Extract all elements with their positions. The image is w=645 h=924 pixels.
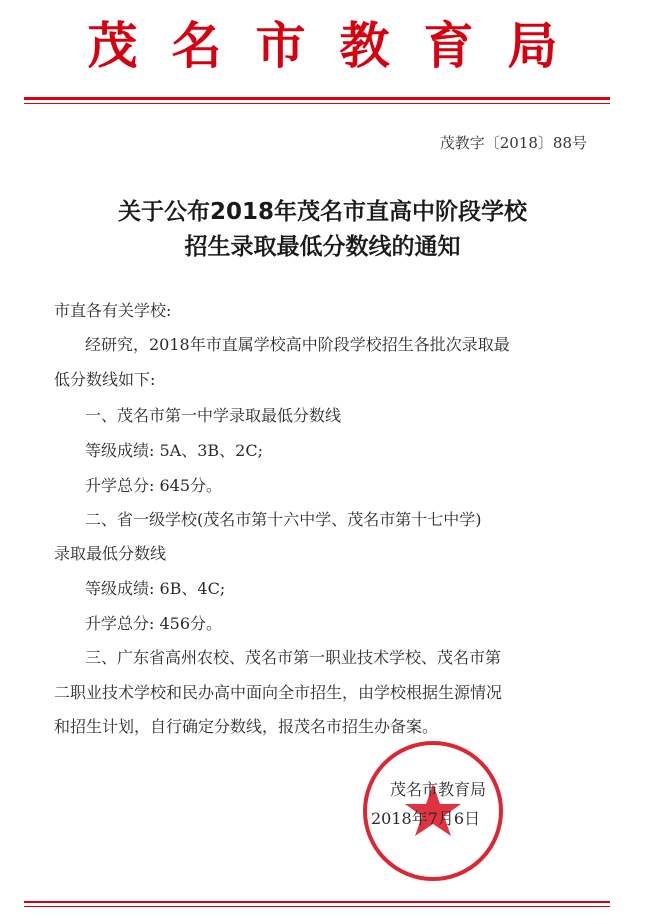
footer-rule (24, 901, 610, 903)
signature-date: 2018年7月6日 (371, 809, 481, 828)
intro-line1: 经研究，2018年市直属学校高中阶段学校招生各批次录取最 (85, 335, 510, 354)
item2-heading-line1: 二、省一级学校(茂名市第十六中学、茂名市第十七中学) (85, 510, 482, 529)
item2-grade: 等级成绩: 6B、4C; (85, 579, 226, 598)
item3-line1: 三、广东省高州农校、茂名市第一职业技术学校、茂名市第 (85, 648, 502, 667)
footer-rule-thin (24, 906, 610, 907)
item1-heading: 一、茂名市第一中学录取最低分数线 (85, 406, 342, 425)
salutation: 市直各有关学校: (54, 301, 172, 320)
document-number: 茂教字〔2018〕88号 (439, 134, 587, 152)
item3-line2: 二职业技术学校和民办高中面向全市招生，由学校根据生源情况 (54, 683, 503, 702)
item1-grade: 等级成绩: 5A、3B、2C; (85, 441, 263, 460)
item1-total: 升学总分: 645分。 (85, 476, 223, 495)
letterhead-rule (24, 97, 610, 100)
document-title-line2: 招生录取最低分数线的通知 (184, 234, 461, 260)
issuer-letterhead: 茂名市教育局 (87, 17, 592, 75)
intro-line2: 低分数线如下: (54, 370, 156, 389)
item3-line3: 和招生计划，自行确定分数线，报茂名市招生办备案。 (54, 717, 439, 736)
item2-heading-line2: 录取最低分数线 (54, 544, 167, 563)
letterhead-rule-thin (24, 103, 610, 104)
item2-total: 升学总分: 456分。 (85, 614, 223, 633)
signature-issuer: 茂名市教育局 (390, 780, 487, 799)
document-title-line1: 关于公布2018年茂名市直高中阶段学校 (117, 199, 527, 225)
